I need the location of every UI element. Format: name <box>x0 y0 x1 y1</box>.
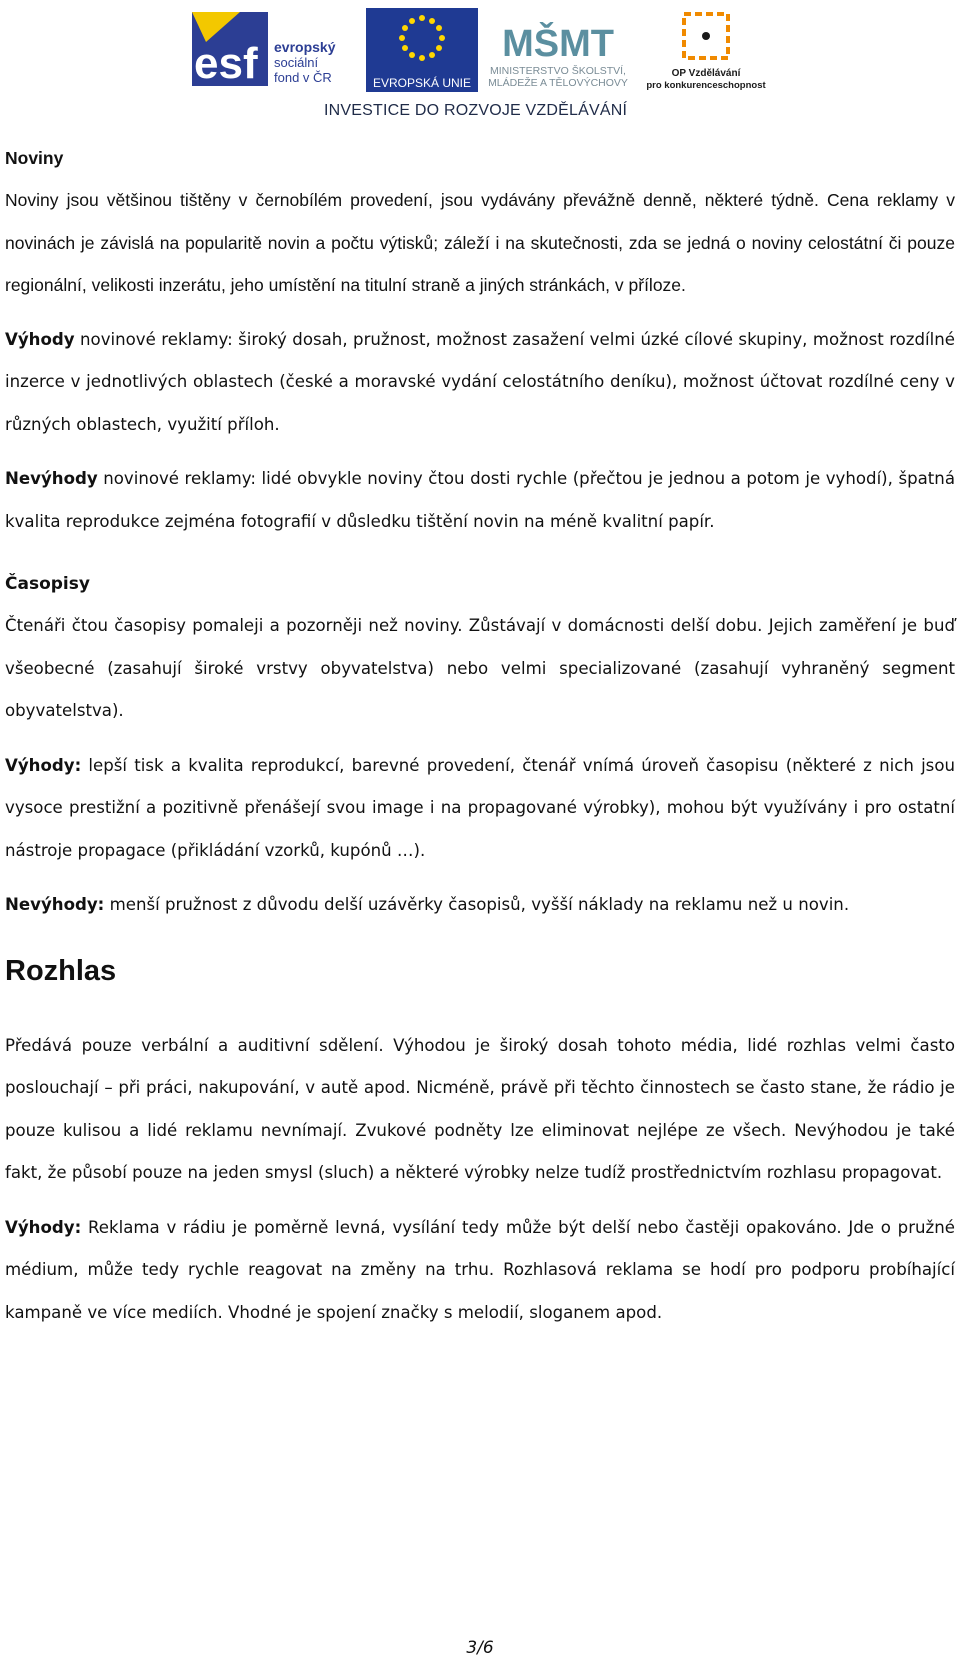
paragraph-rozhlas-intro: Předává pouze verbální a auditivní sdělení. Výhodou je široký dosah tohoto média, lidé rozhlas velmi často poslouchají – při práci, nakupování, v autě apod. Nicméně, právě při těchto činnostech se často stane, že rádio je pouze kulisou a lidé reklamu nevnímají. Zvukové podněty lze eliminovat nejlépe ze všech. Nevýhodou je také fakt, že působí pouze na jeden smysl (sluch) a některé výrobky nelze tudíž prostřednictvím rozhlasu propagovat. <box>5 1035 955 1182</box>
label-nevyhody: Nevýhody <box>5 469 98 488</box>
svg-text:pro konkurenceschopnost: pro konkurenceschopnost <box>646 80 766 91</box>
svg-text:fond v ČR: fond v ČR <box>274 70 332 85</box>
svg-text:sociální: sociální <box>274 55 319 70</box>
msmt-logo-mark: MŠMT <box>502 23 614 65</box>
paragraph-noviny-intro: Noviny jsou většinou tištěny v černobílém provedení, jsou vydávány převážně denně, některé týdně. Cena reklamy v novinách je závislá na popularitě novin a počtu výtisků; záleží i na skutečnosti, zda se jedná o noviny celostátní či pouze regionální, velikosti inzerátu, jeho umístění na titulní straně a jiných stránkách, v příloze. <box>5 190 955 295</box>
eu-logo-caption: EVROPSKÁ UNIE <box>372 76 472 90</box>
msmt-logo <box>478 6 638 92</box>
svg-text:MINISTERSTVO ŠKOLSTVÍ,: MINISTERSTVO ŠKOLSTVÍ, <box>490 65 626 77</box>
header-tagline: INVESTICE DO ROZVOJE VZDĚLÁVÁNÍ <box>324 102 628 119</box>
svg-text:evropský: evropský <box>274 39 336 55</box>
eu-flag-logo <box>366 6 478 92</box>
label-vyhody: Výhody: <box>5 1217 82 1237</box>
section-title-noviny: Noviny <box>5 148 64 168</box>
esf-logo-mark: esf <box>194 39 258 88</box>
section-title-casopisy: Časopisy <box>5 574 90 594</box>
esf-logo <box>188 6 358 92</box>
logo-band <box>188 6 768 124</box>
document-body <box>5 137 955 1334</box>
op-vzdelavani-logo <box>644 6 774 92</box>
label-vyhody: Výhody <box>5 329 75 349</box>
paragraph-rozhlas-vyhody: Výhody: Reklama v rádiu je poměrně levná, vysílání tedy může být delší nebo častěji opakováno. Jde o pružné médium, může tedy rychle reagovat na změny na trhu. Rozhlasová reklama se hodí pro podporu probíhající kampaně ve více mediích. Vhodné je spojení značky s melodií, sloganem apod. <box>5 1217 955 1322</box>
section-title-rozhlas: Rozhlas <box>5 954 117 987</box>
page-number: 3/6 <box>466 1638 494 1658</box>
paragraph-casopisy-nevyhody: Nevýhody: menší pružnost z důvodu delší uzávěrky časopisů, vyšší náklady na reklamu než u novin. <box>5 895 850 914</box>
svg-text:OP Vzdělávání: OP Vzdělávání <box>671 68 741 79</box>
label-nevyhody: Nevýhody: <box>5 895 105 914</box>
paragraph-casopisy-vyhody: Výhody: lepší tisk a kvalita reprodukcí, barevné provedení, čtenář vnímá úroveň časopisu (některé z nich jsou vysoce prestižní a pozitivně přenášejí svou image i na propagované výrobky), mohou být využívány i pro ostatní nástroje propagace (přikládání vzorků, kupónů …). <box>5 755 955 860</box>
paragraph-casopisy-intro: Čtenáři čtou časopisy pomaleji a pozorněji než noviny. Zůstávají v domácnosti delší dobu. Jejich zaměření je buď všeobecné (zasahují široké vrstvy obyvatelstva) nebo velmi specializované (zasahují vyhraněný segment obyvatelstva). <box>5 616 955 720</box>
label-vyhody: Výhody: <box>5 755 82 775</box>
paragraph-noviny-nevyhody: Nevýhody novinové reklamy: lidé obvykle noviny čtou dosti rychle (přečtou je jednou a potom je vyhodí), špatná kvalita reprodukce zejména fotografií v důsledku tištění novin na méně kvalitní papír. <box>5 469 955 531</box>
svg-text:MLÁDEŽE A TĚLOVÝCHOVY: MLÁDEŽE A TĚLOVÝCHOVY <box>488 77 628 89</box>
paragraph-noviny-vyhody: Výhody novinové reklamy: široký dosah, pružnost, možnost zasažení velmi úzké cílové skupiny, možnost rozdílné inzerce v jednotlivých oblastech (české a moravské vydání celostátního deníku), možnost účtovat rozdílné ceny v různých oblastech, využití příloh. <box>5 329 955 434</box>
